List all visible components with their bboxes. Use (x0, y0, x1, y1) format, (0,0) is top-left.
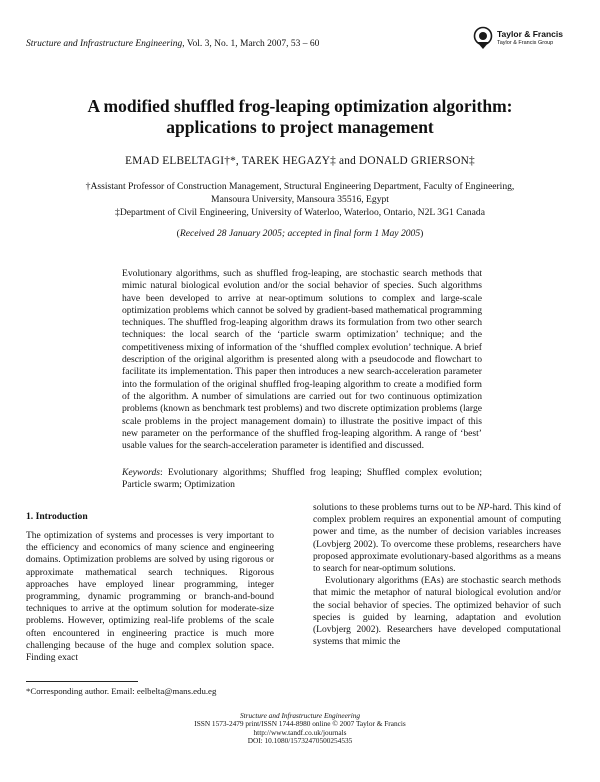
authors: EMAD ELBELTAGI†*, TAREK HEGAZY‡ and DONALD GRIERSON‡ (125, 155, 475, 167)
footer-url[interactable]: http://www.tandf.co.uk/journals (253, 727, 347, 737)
keywords-text: : Evolutionary algorithms; Shuffled frog leaping; Shuffled complex evolution; Particle swarm; Optimization (122, 467, 482, 491)
publisher-name: Taylor & Francis (497, 29, 563, 39)
keywords (122, 467, 482, 492)
intro-p2-text-a: solutions to these problems turns out to be (313, 503, 478, 513)
affiliation-line-2: Mansoura University, Mansoura 35516, Egypt (211, 194, 389, 205)
footer-issn: ISSN 1573-2479 print/ISSN 1744-8980 online © 2007 Taylor & Francis (194, 719, 406, 729)
np-italic: NP (477, 503, 490, 513)
footnote-rule (26, 681, 138, 682)
paper-title (40, 96, 560, 138)
intro-left-column (26, 530, 274, 664)
citation-journal: Structure and Infrastructure Engineering (26, 39, 183, 49)
keywords-label: Keywords (122, 467, 161, 478)
section-heading-introduction: 1. Introduction (26, 511, 88, 522)
abstract: Evolutionary algorithms, such as shuffled frog-leaping, are stochastic search methods that mimic natural biological evolution and/or the social behavior of species. Such algorithms have been developed to arrive at near-optimum solutions to complex and large-scale optimization problems which cannot be solved by gradient-based mathematical programming techniques. The shuffled frog-leaping algorithm draws its formulation from two other search techniques: the local search of the ‘particle swarm optimization’ technique; and the competitiveness mixing of information of the ‘shuffled complex evolution’ technique. A brief description of the original algorithm is presented along with a pseudocode and flowchart to facilitate its implementation. This paper then introduces a new search-acceleration parameter into the formulation of the original shuffled frog-leaping algorithm to create a modified form of the algorithm. A number of simulations are carried out for two continuous optimization problems (known as benchmark test problems) and two discrete optimization problems (large scale problems in the project management domain) to illustrate the positive impact of this new parameter on the performance of the shuffled frog-leaping algorithm. A range of ‘best’ usable values for the search-acceleration parameter is identified and discussed. (122, 268, 482, 452)
footnote-corresponding-author: *Corresponding author. Email: eelbelta@mans.edu.eg (26, 686, 217, 696)
affiliation-line-3: ‡Department of Civil Engineering, University of Waterloo, Waterloo, Ontario, N2L 3G1 Canada (115, 207, 485, 218)
intro-right-column (313, 502, 561, 648)
received-open-paren: ( (176, 228, 180, 239)
publisher-group: Taylor & Francis Group (497, 40, 554, 46)
page-footer (100, 712, 500, 746)
footer-journal: Structure and Infrastructure Engineering (239, 711, 361, 720)
title-line-1: A modified shuffled frog-leaping optimization algorithm: (87, 96, 513, 116)
intro-paragraph-1: The optimization of systems and processes is very important to the efficiency and economics of many science and engineering domains. Optimization problems are solved by using rigorous or approximate mathematical search techniques. Rigorous approaches have employed linear programming, integer programming, dynamic programming or branch-and-bound techniques to arrive at the optimum solution for moderate-size problems. However, optimizing real-life problems of the scale often encountered in engineering practice is much more challenging because of the huge and complex solution space. Finding exact (26, 531, 274, 664)
received-dates (40, 228, 560, 239)
title-line-2: applications to project management (166, 117, 434, 137)
intro-p2-text-b: -hard. This kind of complex problem requires an exponential amount of computing power and time, as the number of decision variables increases (Lovbjerg 2002). To overcome these problems, researchers have proposed approximate evolutionary-based algorithms as a means to search for near-optimum solutions. (313, 503, 561, 575)
footer-doi: DOI: 10.1080/15732470500254535 (247, 736, 353, 746)
received-close-paren: ) (420, 228, 424, 239)
affiliation-line-1: †Assistant Professor of Construction Management, Structural Engineering Department, Faculty of Engineering, (85, 181, 515, 192)
received-text: Received 28 January 2005; accepted in final form 1 May 2005 (179, 228, 421, 239)
journal-citation (26, 39, 446, 49)
intro-paragraph-2 (313, 502, 561, 575)
intro-paragraph-3: Evolutionary algorithms (EAs) are stochastic search methods that mimic the metaphor of natural biological evolution and/or the social behavior of species. The optimized behavior of such species is guided by learning, adaptation and evolution (Lovbjerg 2002). Researchers have developed computational systems that mimic the (313, 576, 561, 648)
citation-details: , Vol. 3, No. 1, March 2007, 53 – 60 (182, 39, 320, 49)
